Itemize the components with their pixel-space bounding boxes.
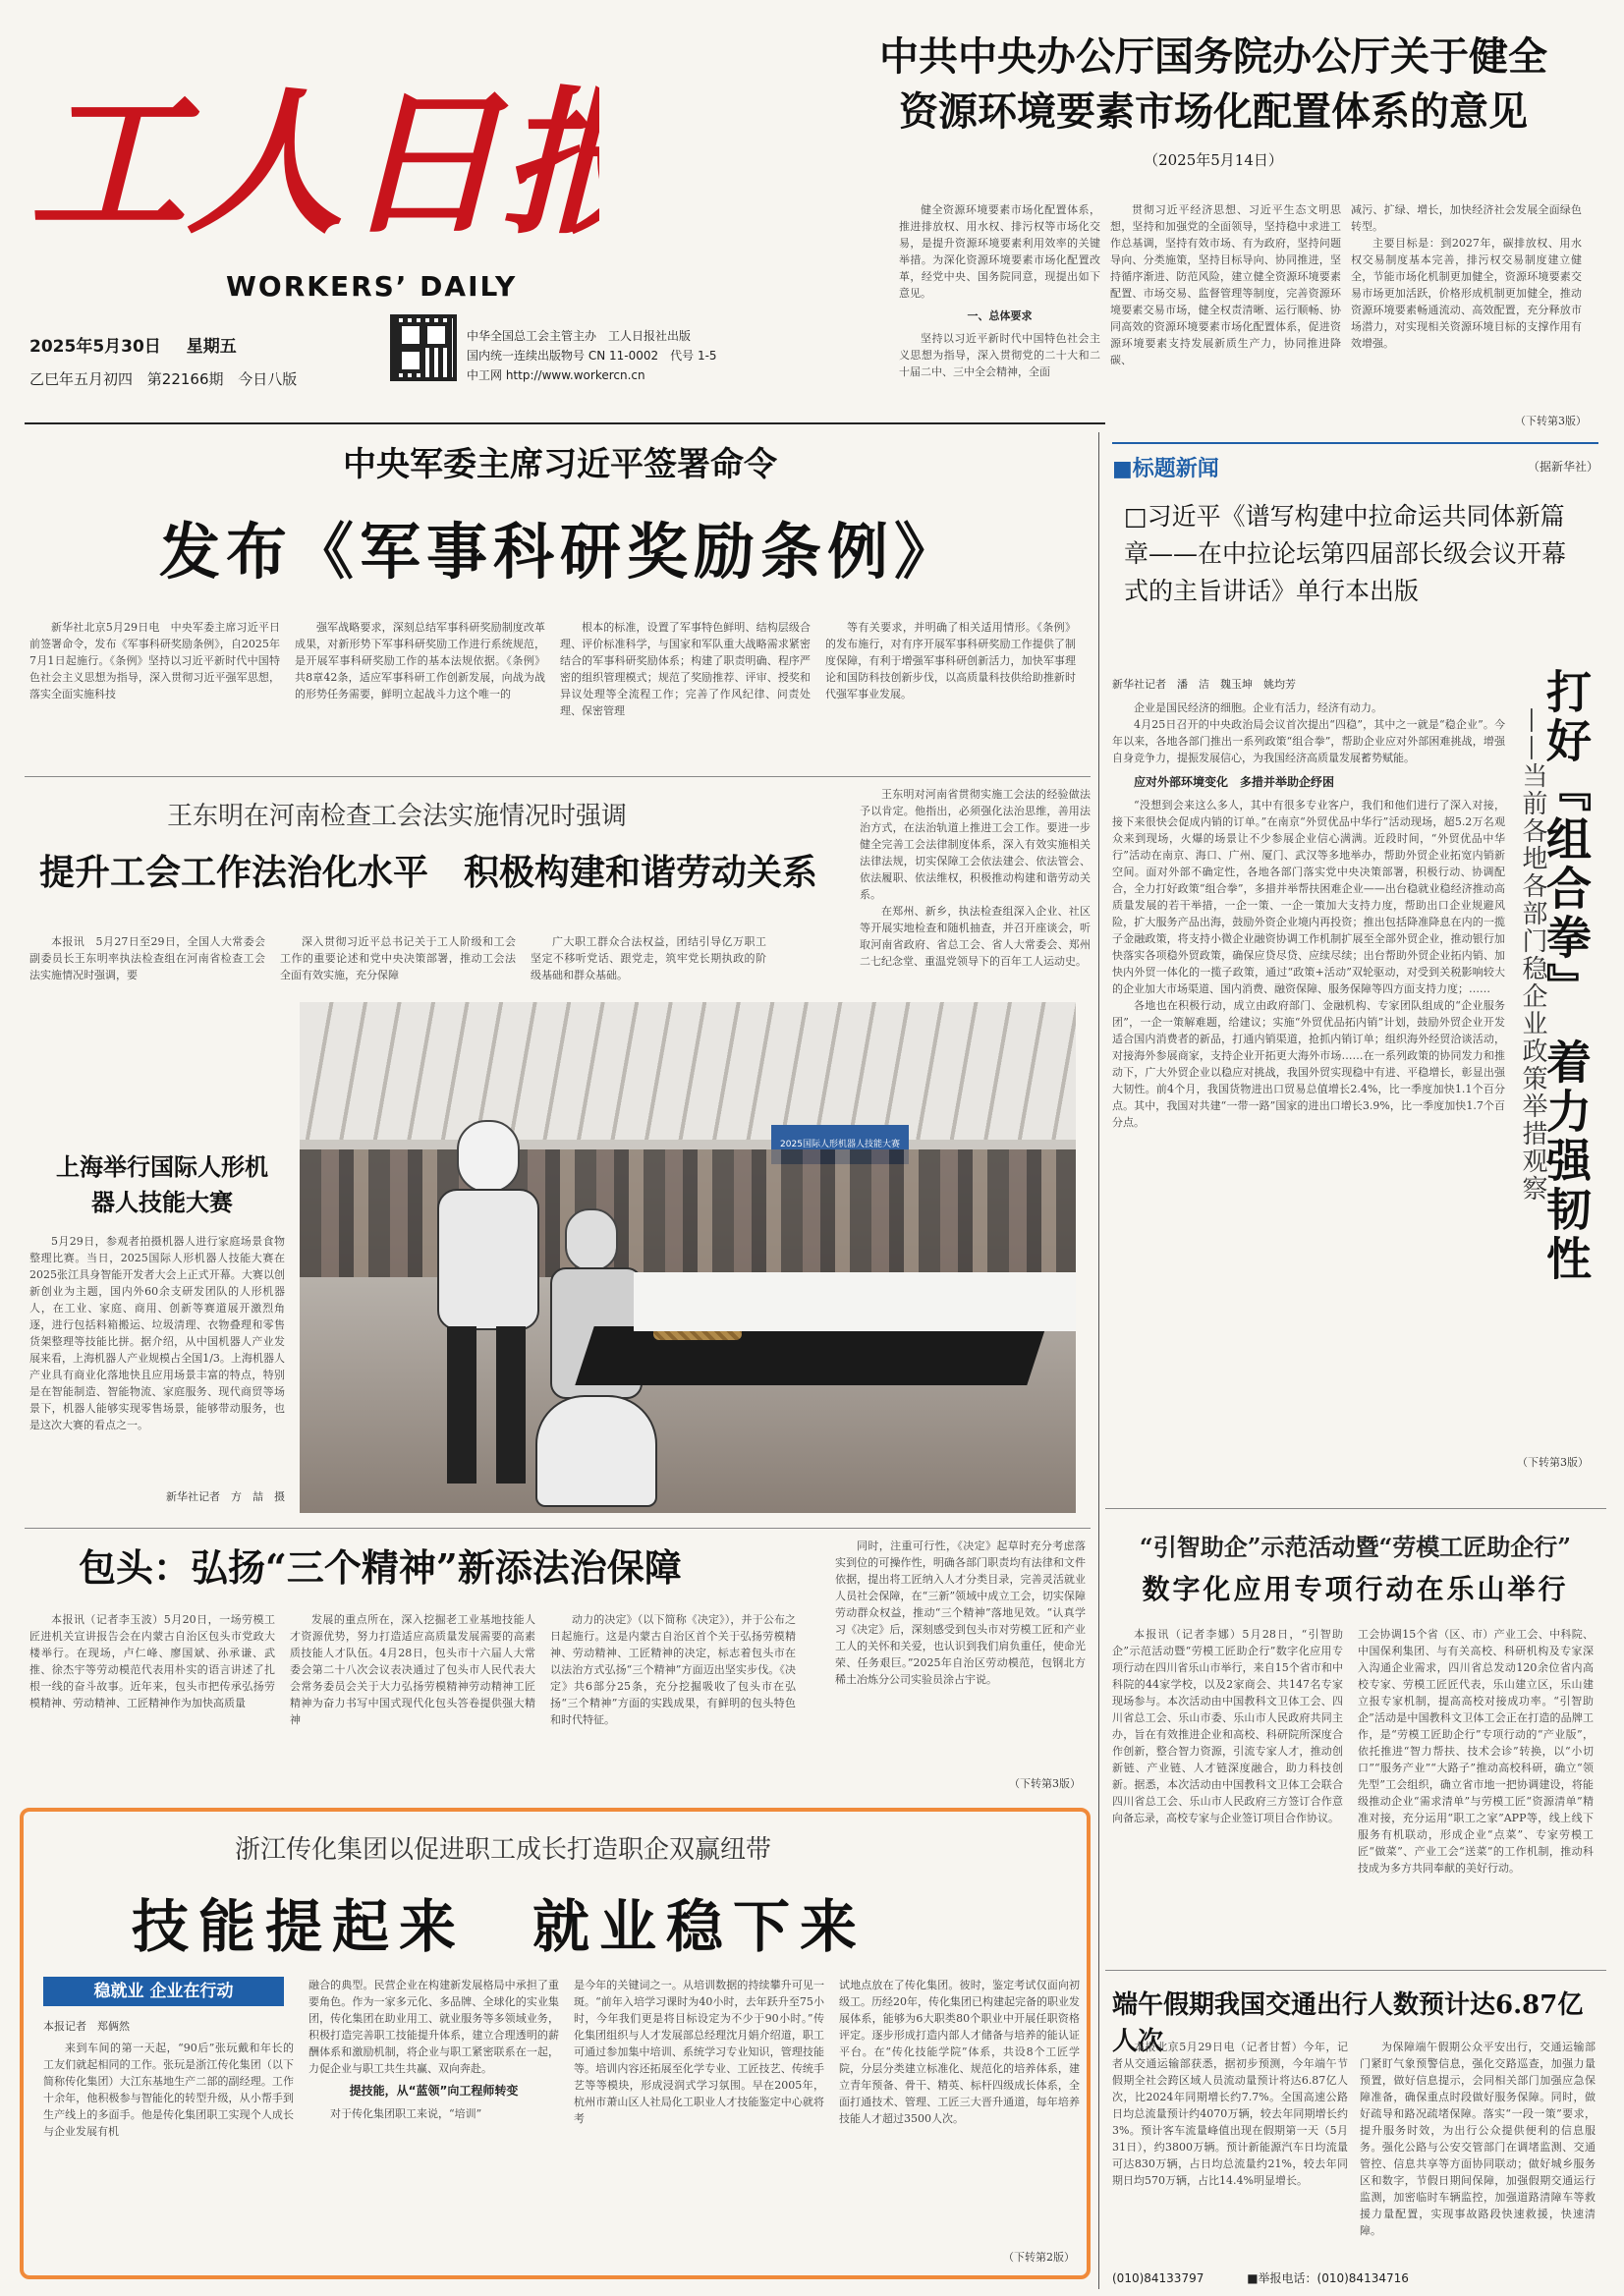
- military-kicker: 中央军委主席习近平签署命令: [343, 445, 777, 484]
- event-sign: 2025国际人形机器人技能大赛: [771, 1125, 909, 1164]
- top-story-date: （2025年5月14日）: [1144, 151, 1283, 169]
- cn-number: 国内统一连续出版物号 CN 11-0002: [467, 349, 659, 363]
- checkbox-icon: □: [1124, 502, 1148, 531]
- military-col3-text: 根本的标准，设置了军事特色鲜明、结构层级合理、评价标准科学，与国家和军队重大战略需求紧密结合的军事科研奖励体系；构建了职责明确、程序严密的组织管理模式；规范了奖励推荐、评审、授奖和异议处理等全流程工作；完善了作风纪律、问责处理、保密管理: [560, 621, 811, 717]
- robot-text: [29, 1233, 285, 1479]
- robot-photo: [300, 1002, 1076, 1513]
- footer-phone1: (010)84133797: [1112, 2271, 1204, 2285]
- combo-title[interactable]: [1515, 668, 1598, 1375]
- featured-col4: [839, 1977, 1080, 2242]
- military-col1: [29, 619, 280, 756]
- baotou-col2: [290, 1611, 535, 1788]
- robot-title[interactable]: 上海举行国际人形机器人技能大赛: [56, 1152, 268, 1216]
- english-name: WORKERS’ DAILY: [226, 270, 518, 303]
- top-story-col3-p1: 减污、扩绿、增长，加快经济社会发展全面绿色转型。: [1351, 203, 1582, 233]
- military-col1-text: 新华社北京5月29日电 中央军委主席习近平日前签署命令，发布《军事科研奖励条例》，自2025年7月1日起施行。《条例》坚持以习近平新时代中国特色社会主义思想为指导，深入贯彻习近平强军思想，落实全面实施科技: [29, 621, 280, 700]
- featured-title[interactable]: 技能提起来 就业稳下来: [132, 1893, 868, 1960]
- action-story: [1112, 1518, 1598, 1970]
- publisher: 工人日报社出版: [608, 329, 692, 343]
- military-divider: [25, 776, 1091, 777]
- featured-col3-text: 是今年的关键词之一。从培训数据的持续攀升可见一斑。“前年入培学习课时为40小时，去年跃升至75小时，今年我们更是将目标设定为不少于90小时。”传化集团组织与人才发展部总经理沈月娟介绍道，职工可通过参加集中培训、系统学习专业知识，管理技能等。培训内容还拓展至化学专业、工匠技艺、传统手艺等等模块，形成浸润式学习氛围。早在2005年，杭州市萧山区人社局化工职业人才技能鉴定中心就将考: [574, 1979, 824, 2125]
- union-col3-text: 广大职工群众合法权益，团结引导亿万职工坚定不移听党话、跟党走，筑牢党长期执政的阶级基础和群众基础。: [531, 935, 766, 981]
- logo-text: 工人日报: [29, 71, 599, 248]
- photo-divider: [25, 1528, 1091, 1529]
- military-story: [29, 437, 1091, 766]
- holiday-story: [1112, 1980, 1598, 2265]
- baotou-col4-text: 同时，注重可行性，《决定》起草时充分考虑落实到位的可操作性，明确各部门职责均有法律和文件依据，提出将工匠纳入人才分类目录，完善灵活就业人员社会保障，在“三新”领域中成立工会，切实保障劳动群众权益，推动“三个精神”落地见效。“认真学习《决定》后，深刻感受到包头市对劳模工匠和产业工人的关怀和关爱，也认识到我们肩负重任，使命光荣、任务艰巨。”2025年自治区劳动模范，包钢北方稀土冶炼分公司实验员涂占宇说。: [835, 1540, 1086, 1686]
- publication-info: [467, 326, 791, 385]
- top-story-title-line2: 资源环境要素市场化配置体系的意见: [899, 88, 1528, 135]
- top-story-col2-p1: 贯彻习近平经济思想、习近平生态文明思想，坚持和加强党的全面领导，坚持稳中求进工作总基调，坚持有效市场、有为政府，坚持问题导向、分类施策，坚持目标导向、协同推进，坚持循序渐进、防范风险，建立健全资源环境要素配置、市场交易、监督管理等制度，完善资源环境要素交易市场，健全权责清晰、运行顺畅、协同高效的资源环境要素市场化配置体系，促进资源环境要素支持发展新质生产力，协同推进降碳、: [1110, 203, 1341, 366]
- top-story-col2: [1110, 201, 1341, 413]
- postal-code: 代号 1-5: [670, 349, 717, 363]
- action-title[interactable]: 数字化应用专项行动在乐山举行: [1142, 1573, 1569, 1605]
- baotou-col1: [29, 1611, 275, 1788]
- top-story-col3: [1351, 201, 1582, 413]
- masthead-date-block: [29, 332, 393, 391]
- ceiling: [300, 1002, 1076, 1140]
- right-column-divider: [1098, 432, 1099, 2289]
- white-platform: [634, 1272, 1076, 1331]
- union-col2: [280, 933, 516, 992]
- union-title[interactable]: 提升工会工作法治化水平 积极构建和谐劳动关系: [39, 852, 818, 893]
- featured-col2-p1: 融合的典型。民营企业在构建新发展格局中承担了重要角色。作为一家多元化、多品牌、全球化的实业集团，传化集团在助业用工、就业服务等多领域业务，积极打造完善职工技能提升体系，建立合理透明的薪酬体系和激励机制，将企业与职工紧密联系在一起，力促企业与职工共生共赢、双向奔赴。: [308, 1979, 559, 2075]
- combo-p2: “没想到会来这么多人，其中有很多专业客户，我们和他们进行了深入对接，接下来很快会促成内销的订单。”在南京“外贸优品中华行”活动现场，超5.2万名观众来到现场，火爆的场景让不少参展企业信心满满。近段时间，“外贸优品中华行”活动在南京、海口、广州、厦门、武汉等多地举办，帮助外贸企业拓宽内销新空间。面对外部不确定性，各地各部门落实党中央决策部署，积极行动、协调配合，全力打好政策“组合拳”，多措并举帮扶困难企业——出台稳就业稳经济推动高质量发展的若干举措，一企一策、一企一策加大支持力度，帮助出口企业规避风险，扩大服务产品出海，鼓励外资企业境内再投资；推出包括降准降息在内的一揽子金融政策，将支持小微企业融资协调工作机制扩展至全部外贸企业，推动银行加快落实各项稳外贸政策，确保应贷尽贷、应续尽续；出台帮助外贸企业拓内销、加快内外贸一体化的一揽子政策，通过“政策+活动”双轮驱动，对受到关税影响较大的企业加大市场渠道、国内消费、融资保障、服务保障等四方面支持力度；……: [1112, 799, 1505, 995]
- baotou-continued[interactable]: （下转第3版）: [1009, 1777, 1081, 1790]
- combo-title-text: 打好『组合拳』 着力强韧性: [1540, 668, 1593, 1284]
- masthead-divider: [25, 422, 1105, 424]
- combo-p3: 各地也在积极行动，成立由政府部门、金融机构、专家团队组成的“企业服务团”，一企一策解难题，给建议；实施“外贸优品拓内销”计划，鼓励外贸企业开发适合国内消费者的新品，打通内销渠道，抢抓内销订单；组织海外经贸洽谈活动，对接海外参展商家，支持企业开拓更大海外市场……在一系列政策的协同发力和推动下，广大外贸企业以稳应对挑战，我国外贸实现稳中有进、平稳增长，彰显出强大韧性。前4个月，我国货物进出口贸易总值增长2.4%，比一季度加快1.1个百分点。其中，我国对共建“一带一路”国家的进出口增长3.9%，比一季度加快1.7个百分点。: [1112, 999, 1505, 1129]
- robot-text-body: 5月29日，参观者拍摄机器人进行家庭场景食物整理比赛。当日，2025国际人形机器人技能大赛在2025张江具身智能开发者大会上正式开幕。大赛以创新创业为主题，国内外60余支研发团队的人形机器人，在工业、家庭、商用、创新等赛道展开激烈角逐，进行包括料箱搬运、垃圾清理、衣物叠理和零售货架整理等技能比拼。据介绍，从中国机器人产业发展来看，上海机器人产业规模占全国1/3。上海机器人产业具有商业化落地快且应用场景丰富的特点，特别是在智能制造、智能物流、家庭服务、现代商贸等场景下，机器人能够实现零售场景，能够带动服务，也是这次大赛的看点之一。: [29, 1235, 285, 1431]
- baotou-col1-text: 本报讯（记者李玉波）5月20日，一场劳模工匠进机关宣讲报告会在内蒙古自治区包头市党政大楼举行。在现场，卢仁峰、廖国斌、孙承谦、武推、徐杰宇等劳动模范代表用朴实的语言讲述了扎根一线的奋斗故事。近年来，包头市把传承弘扬劳模精神、劳动精神、工匠精神作为加快高质量: [29, 1613, 275, 1709]
- black-table: [575, 1326, 1045, 1385]
- combo-intro: 企业是国民经济的细胞。企业有活力，经济有动力。: [1134, 701, 1382, 714]
- holiday-col1: [1112, 2039, 1348, 2260]
- baotou-col3: [550, 1611, 796, 1788]
- top-story-title-line1: 中共中央办公厅国务院办公厅关于健全: [879, 33, 1547, 80]
- union-col1-text: 本报讯 5月27日至29日，全国人大常委会副委员长王东明率执法检查组在河南省检查工会法实施情况时强调，要: [29, 935, 265, 981]
- combo-subhead: 应对外部环境变化 多措并举助企纾困: [1134, 775, 1335, 789]
- headlines-box: [1112, 442, 1598, 648]
- featured-subhead: 提技能，从“蓝领”向工程师转变: [349, 2084, 519, 2098]
- holiday-col1-text: 本报北京5月29日电（记者甘皙）今年，记者从交通运输部获悉，据初步预测，今年端午节假期全社会跨区域人员流动量预计将达6.87亿人次，比2024年同期增长约7.7%。全国高速公路日均总流量预计约4070万辆，较去年同期增长约3%。预计客车流量峰值出现在假期第一天（5月31日），约3800万辆。预计新能源汽车日均流量可达830万辆，占日均总流量约21%，较去年同期日均570万辆，占比14.4%明显增长。: [1112, 2041, 1348, 2187]
- footer: [1112, 2269, 1598, 2291]
- featured-col2: [308, 1977, 559, 2262]
- featured-continued[interactable]: （下转第2版）: [1003, 2251, 1075, 2264]
- robot-credit: 新华社记者 方 喆 摄: [166, 1490, 285, 1503]
- top-story-section-head: 一、总体要求: [967, 309, 1033, 322]
- military-col3: [560, 619, 811, 756]
- military-col2-text: 强军战略要求，深刻总结军事科研奖励制度改革成果，对新形势下军事科研奖励工作进行系统规范，是开展军事科研奖励工作的基本法规依据。《条例》共8章42条，适应军事科研工作创新发展，向战为战的形势任务需要，鲜明立起战斗力这个唯一的: [295, 621, 545, 700]
- footer-phone2: (010)84134716: [1316, 2271, 1409, 2285]
- union-story: [29, 786, 1091, 992]
- military-col4: [825, 619, 1076, 756]
- workers-daily-logo: [29, 71, 599, 248]
- union-col2-text: 深入贯彻习近平总书记关于工人阶级和工会工作的重要论述和党中央决策部署，推动工会法全面有效实施，充分保障: [280, 935, 516, 981]
- headline-item[interactable]: [1124, 498, 1586, 610]
- masthead-logo: [29, 71, 599, 248]
- baotou-story: [29, 1538, 1091, 1793]
- right-divider-1: [1105, 1508, 1606, 1509]
- union-col4-p1: 王东明对河南省贯彻实施工会法的经验做法予以肯定。他指出，必须强化法治思维，善用法治方式，在法治轨道上推进工会工作。要进一步健全完善工会法律制度体系，深入有效实施相关法律法规，切实保障工会依法建会、依法管会、依法履职、依法维权，积极推动构建和谐劳动关系。: [860, 788, 1091, 901]
- featured-col1: [43, 2040, 294, 2261]
- combo-p1: 4月25日召开的中央政治局会议首次提出“四稳”，其中之一就是“稳企业”。今年以来，各地各部门推出一系列政策“组合拳”，帮助企业应对外部困难挑战，增强自身竞争力，提振发展信心，为我国经济高质量发展蓄势赋能。: [1112, 718, 1505, 764]
- featured-col3: [574, 1977, 824, 2262]
- robot-figure: [418, 1120, 555, 1493]
- action-col1-text: 本报讯（记者李娜）5月28日，“引智助企”示范活动暨“劳模工匠助企行”数字化应用专项行动在四川省乐山市举行，来自15个省市和中科院的44家学校，以及2家商会、共147名专家现场参与。本次活动由中国教科文卫体工会、四川省总工会、乐山市委、乐山市人民政府共同主办，旨在有效推进企业和高校、科研院所深度合作创新，整合智力资源，引流专家人才，推动创新链、产业链、人才链深度融合，助力科技创新。据悉，本次活动由中国教科文卫体工会联合四川省总工会、乐山市人民政府三方签订合作意向备忘录，高校专家与企业签订项目合作协议。: [1112, 1628, 1343, 1824]
- website-link[interactable]: 中工网 http://www.workercn.cn: [467, 368, 645, 382]
- combo-subtitle: ——当前各地各部门稳企业政策举措观察: [1518, 707, 1547, 1203]
- page-count: 今日八版: [238, 370, 298, 388]
- crowd: [300, 1149, 1076, 1277]
- robot-story: [29, 1002, 295, 1513]
- top-story-continued[interactable]: （下转第3版）: [1515, 415, 1587, 427]
- combo-byline: 新华社记者 潘 洁 魏玉坤 姚均芳: [1112, 678, 1296, 691]
- weekday: 星期五: [186, 337, 237, 357]
- baotou-col3-text: 动力的决定》（以下简称《决定》），并于公布之日起施行。这是内蒙古自治区首个关于弘扬劳模精神、劳动精神、工匠精神的决定，标志着包头市在以法治方式弘扬“三个精神”方面迈出坚实步伐。《决定》共6部分25条，充分挖掘吸收了包头市在弘扬“三个精神”方面的实践成果，有鲜明的包头特色和时代特征。: [550, 1613, 796, 1726]
- military-title[interactable]: 发布《军事科研奖励条例》: [158, 516, 961, 588]
- footer-phone2-label: ■举报电话：: [1247, 2271, 1317, 2285]
- featured-tag: 稳就业 企业在行动: [43, 1977, 284, 2006]
- baotou-col4: [835, 1538, 1086, 1773]
- holiday-title[interactable]: 端午假期我国交通出行人数预计达6.87亿人次: [1112, 1990, 1584, 2056]
- featured-byline: 本报记者 郑俩然: [43, 2020, 130, 2033]
- top-story-col1-p1: 健全资源环境要素市场化配置体系，推进排放权、用水权、排污权等市场化交易，是提升资源环境要素利用效率的关键举措。为深化资源环境要素市场化配置改革，经党中央、国务院同意，现提出如下意见。: [899, 203, 1100, 300]
- combo-col-main: [1112, 700, 1505, 1427]
- top-story-title[interactable]: [830, 29, 1596, 140]
- masthead: [29, 20, 786, 393]
- lunar-date: 乙巳年五月初四: [29, 370, 134, 388]
- top-story: [830, 29, 1596, 427]
- union-col3: [531, 933, 766, 992]
- combo-continued[interactable]: （下转第3版）: [1517, 1456, 1589, 1469]
- featured-col4-text: 试地点放在了传化集团。彼时，鉴定考试仅面向初级工。历经20年，传化集团已构建起完备的职业发展体系，能够为6大职类80个职业中开展任职资格评定。逐步形成打造内部人才储备与培养的能认证平台。在“传化技能学院”体系，共设8个工匠学院，分层分类建立标准化、规范化的培养体系，建立青年预备、骨干、精英、标杆四级成长体系，全面打通技术、管理、工匠三大晋升通道，每年培养技能人才超过3500人次。: [839, 1979, 1080, 2125]
- military-col4-text: 等有关要求，并明确了相关适用情形。《条例》的发布施行，对有序开展军事科研奖励工作提供了制度保障，有利于增强军事科研创新活力，加快军事理论和国防科技创新步伐，以高质量科技供给助推新时代强军事业发展。: [825, 621, 1076, 700]
- top-story-col1: [899, 201, 1100, 413]
- union-col4-p2: 在郑州、新乡，执法检查组深入企业、社区等开展实地检查和随机抽查，并召开座谈会，听取河南省政府、省总工会、省人大常委会、郑州二七纪念堂、重温党领导下的百年工人运动史。: [860, 905, 1091, 968]
- action-col2: [1358, 1626, 1594, 1960]
- headline-item-text: 习近平《谱写构建中拉命运共同体新篇章——在中拉论坛第四届部长级会议开幕式的主旨讲话》单行本出版: [1124, 502, 1567, 605]
- featured-col2-p2: 对于传化集团职工来说，“培训”: [330, 2107, 482, 2120]
- featured-col1-text: 来到车间的第一天起，“90后”张玩戴和年长的工友们就起相同的工作。张玩是浙江传化集团（以下简称传化集团）大江东基地生产二部的副经理。工作十余年，他积极参与智能化的转型升级，从小帮手到生产线上的多面手。他是传化集团职工实现个人成长与企业发展有机: [43, 2042, 294, 2138]
- holiday-col2: [1360, 2039, 1596, 2260]
- headlines-box-title: ■标题新闻: [1112, 457, 1219, 481]
- action-kicker: “引智助企”示范活动暨“劳模工匠助企行”: [1139, 1533, 1572, 1561]
- issue-date: 2025年5月30日: [29, 337, 161, 357]
- qr-code-icon: [390, 314, 457, 381]
- right-divider-2: [1105, 1970, 1606, 1971]
- union-col1: [29, 933, 265, 992]
- union-kicker: 王东明在河南检查工会法实施情况时强调: [167, 802, 628, 831]
- union-col4: [860, 786, 1091, 992]
- featured-story[interactable]: [20, 1808, 1091, 2279]
- military-col2: [295, 619, 545, 756]
- sponsor: 中华全国总工会主管主办: [467, 329, 597, 343]
- top-story-col3-p2: 主要目标是：到2027年，碳排放权、用水权交易制度基本完善，排污权交易制度建立健全，节能市场化机制更加健全，资源环境要素交易市场更加活跃，价格形成机制更加健全，推动资源环境要素畅通流动、高效配置，充分释放市场潜力，对实现相关资源环境目标的支撑作用有效增强。: [1351, 237, 1582, 350]
- action-col2-text: 工会协调15个省（区、市）产业工会、中科院、中国保利集团、与有关高校、科研机构及专家深入沟通企业需求，四川省总发动120余位省内高校专家、劳模工匠匠代表，乐山建立区，乐山建立报专家机制，提高高校对接成功率。“引智助企”活动是中国教科文卫体工会正在打造的品牌工作，是“劳模工匠助企行”专项行动的“产业版”，依托推进“智力帮扶、技术会诊”转换，以“小切口”“服务产业”“大路子”推动高校科研，确立“领先型”工会组织，确立省市地一把协调建设，将能级推动企业“需求清单”与劳模工匠“资源清单”精准对接，充分运用“职工之家”APP等，线上线下服务有机联动，形成企业“点菜”、专家劳模工匠“做菜”、产业工会“送菜”的工作机制，推动科技成为多方共同奉献的美好行动。: [1358, 1628, 1594, 1875]
- featured-kicker: 浙江传化集团以促进职工成长打造职企双赢纽带: [235, 1835, 772, 1865]
- action-col1: [1112, 1626, 1343, 1960]
- combo-story: [1112, 668, 1598, 1503]
- baotou-title[interactable]: 包头：弘扬“三个精神”新添法治保障: [79, 1545, 682, 1590]
- baotou-col2-text: 发展的重点所在，深入挖掘老工业基地技能人才资源优势，努力打造适应高质量发展需要的高素质技能人才队伍。4月28日，包头市十六届人大常委会第二十八次会议表决通过了包头市人民代表大会常务委员会关于大力弘扬劳模精神劳动精神工匠精神为奋力书写中国式现代化包头答卷提供强大精神: [290, 1613, 535, 1726]
- issue-number: 第22166期: [146, 370, 224, 388]
- headlines-box-source: （据新华社）: [1527, 460, 1598, 474]
- holiday-col2-text: 为保障端午假期公众平安出行，交通运输部门紧盯气象预警信息，强化交路巡查，加强力量预置，做好信息提示，会同相关部门加强应急保障准备，确保重点时段做好服务保障。同时，做好疏导和路况疏堵保障。落实“一段一策”要求，提升服务时效，为出行公众提供便利的信息服务。强化公路与公安交管部门在调堵监测、交通管控、信息共享等方面协同联动；做好城乡服务区和数字，节假日期间保障，加强假期交通运行监测，加密临时车辆监控，加强道路清障车等救援力量配置，实现事故路段快速救援，快速清障。: [1360, 2041, 1596, 2237]
- top-story-col1-p2: 坚持以习近平新时代中国特色社会主义思想为指导，深入贯彻党的二十大和二十届二中、三中全会精神，全面: [899, 332, 1100, 378]
